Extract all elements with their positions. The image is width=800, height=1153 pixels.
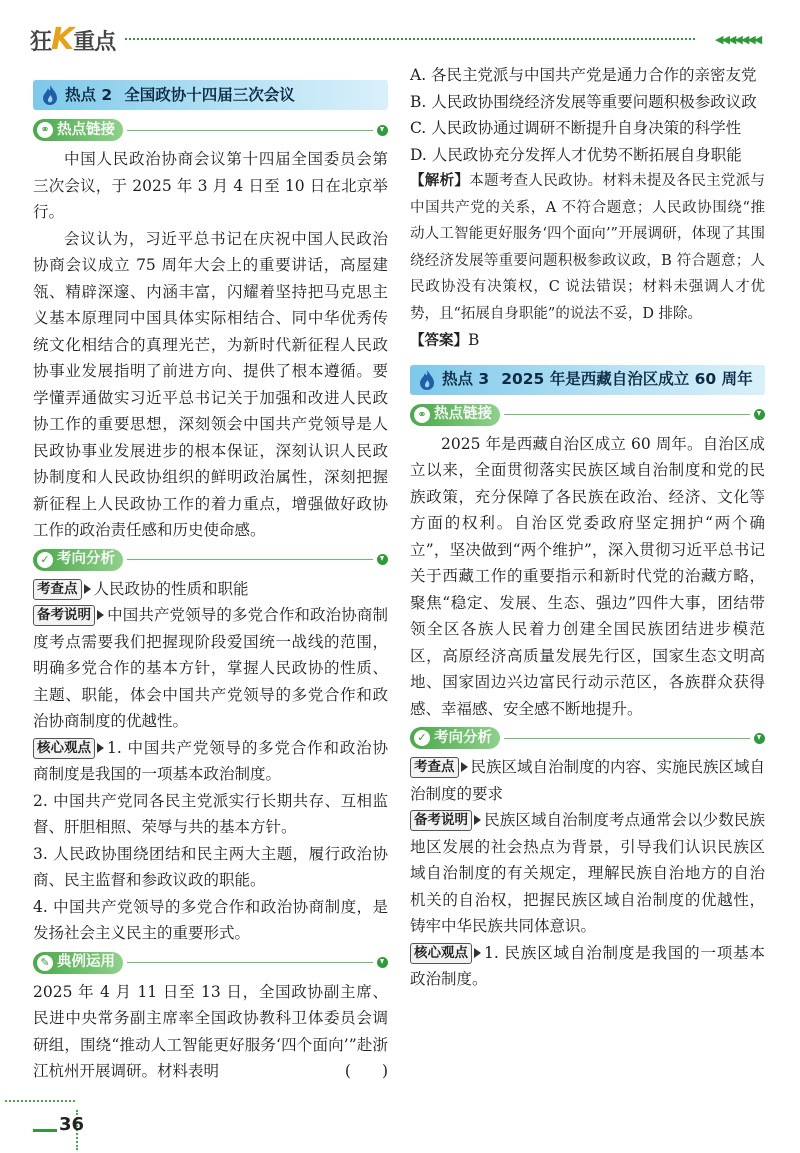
answer-label: 【答案】 [410,333,468,349]
section-label: 考向分析 [57,551,115,568]
analysis: 【解析】本题考查人民政协。材料未提及各民主党派与中国共产党的关系，A 不符合题意；人民政协围绕“推动人工智能更好服务‘四个面向’”开展调研，体现了其围绕经济发展等重要问题积极参政议政，B 符合题意；人民政协没有决策权，C 说法错误；材料未强调人才优势，且“拓展自身职能”的说法不妥，D 排除。 [410,173,765,322]
option-a: A. 各民主党派与中国共产党是通力合作的亲密友党 [410,66,757,84]
option-d: D. 人民政协充分发挥人才优势不断拓展自身职能 [410,145,742,164]
exam-point-tag: 考查点 [410,757,459,778]
example-icon: ✎ [37,955,53,971]
page-corner-icon [33,1113,57,1132]
section-header-example [33,951,388,975]
hot-topic-2-banner [33,80,388,110]
page-number: 36 [33,1113,84,1135]
prep-note: 备考说明 民族区域自治制度考点通常会以少数民族地区发展的社会热点为背景，引导我们认识民族区域自治制度的有关规定，理解民族自治地方的自治机关的自治权，把握民族区域自治制度的优越性，铸牢中华民族共同体意识。 [410,811,765,935]
hot-topic-3-banner [410,365,765,395]
paragraph: 2025 年是西藏自治区成立 60 周年。自治区成立以来，全面贯彻落实民族区域自治制度和党的民族政策，充分保障了各民族在政治、经济、文化等方面的权利。自治区党委政府坚定拥护“两个确立”，坚决做到“两个维护”，深入贯彻习近平总书记关于西藏工作的重要指示和新时代党的治藏方略，聚焦“稳定、发展、生态、强边”四件大事，团结带领全区各族人民着力创建全国民族团结进步模范区，高原经济高质量发展先行区，国家生态文明高地、国家固边兴边富民行动示范区，各族群众获得感、幸福感、安全感不断地提升。 [410,434,765,718]
analysis-label: 【解析】 [410,173,470,189]
hot-topic-number: 热点 2 [65,85,113,104]
link-icon: ⚭ [414,407,430,423]
answer: 【答案】B [410,331,480,349]
section-label: 热点链接 [434,406,492,423]
section-label: 典例运用 [57,954,115,971]
book-logo: 狂K重点 [30,22,116,57]
option-c: C. 人民政协通过调研不断提升自身决策的科学性 [410,119,742,137]
triangle-icon [474,948,481,958]
core-view-tag: 核心观点 [410,943,472,964]
link-icon: ⚭ [37,122,53,138]
option-b: B. 人民政协围绕经济发展等重要问题积极参政议政 [410,92,757,111]
triangle-icon [97,743,104,753]
exam-point: 考查点 民族区域自治制度的内容、实施民族区域自治制度的要求 [410,758,766,803]
flame-icon [41,84,59,106]
prep-note: 备考说明 中国共产党领导的多党合作和政治协商制度考点需要我们把握现阶段爱国统一战线的范围，明确多党合作的基本方针，掌握人民政协的性质、主题、职能，体会中国共产党领导的多党合作和政治协商制度的优越性。 [33,606,388,730]
core-point: 3. 人民政协围绕团结和民主两大主题，履行政治协商、民主监督和参政议政的职能。 [33,844,388,889]
footer-divider [5,1100,75,1102]
prep-note-tag: 备考说明 [410,810,472,831]
answer-parentheses: ( ) [344,1062,388,1080]
flame-icon [418,369,436,391]
triangle-icon [461,762,468,772]
section-label: 热点链接 [57,121,115,138]
triangle-icon [84,584,91,594]
hot-topic-title: 全国政协十四届三次会议 [124,85,295,104]
header-arrows-icon: ◀◀◀◀◀◀◀ [715,33,761,46]
section-header-analysis [410,726,765,750]
chevron-down-icon [377,554,388,565]
compass-icon: ✓ [414,730,430,746]
exam-point-tag: 考查点 [33,579,82,600]
triangle-icon [97,610,104,620]
section-header-hot-link [33,118,388,142]
triangle-icon [474,815,481,825]
core-point: 2. 中国共产党同各民主党派实行长期共存、互相监督、肝胆相照、荣辱与共的基本方针。 [33,791,388,836]
compass-icon: ✓ [37,552,53,568]
chevron-down-icon [754,733,765,744]
left-column [33,80,388,1085]
exam-point: 考查点 人民政协的性质和职能 [33,576,388,603]
core-view: 核心观点 1. 民族区域自治制度是我国的一项基本政治制度。 [410,943,765,988]
prep-note-tag: 备考说明 [33,605,95,626]
chevron-down-icon [754,409,765,420]
paragraph: 中国人民政治协商会议第十四届全国委员会第三次会议，于 2025 年 3 月 4 日至 10 日在北京举行。 [33,150,388,221]
header-divider [125,38,695,40]
core-view-tag: 核心观点 [33,738,95,759]
section-label: 考向分析 [434,729,492,746]
chevron-down-icon [377,125,388,136]
chevron-down-icon [377,957,388,968]
paragraph: 会议认为，习近平总书记在庆祝中国人民政治协商会议成立 75 周年大会上的重要讲话，高屋建瓴、精辟深邃、内涵丰富，闪耀着坚持把马克思主义基本原理同中国具体实际相结合、同中华优秀传统文化相结合的真理光芒，为新时代新征程人民政协事业发展指明了前进方向、提供了根本遵循。要学懂弄通做实习近平总书记关于加强和改进人民政协工作的重要思想，深刻领会中国共产党领导是人民政协事业发展进步的根本保证，深刻认识人民政协制度和人民政协组织的鲜明政治属性，深刻把握新征程上人民政协工作的着力重点，增强做好政协工作的政治责任感和历史使命感。 [33,229,388,539]
core-view: 核心观点 1. 中国共产党领导的多党合作和政治协商制度是我国的一项基本政治制度。 [33,738,388,783]
hot-topic-title: 2025 年是西藏自治区成立 60 周年 [501,370,753,389]
example-question: 2025 年 4 月 11 日至 13 日，全国政协副主席、民进中央常务副主席率全国政协教科卫体委员会调研组，围绕“推动人工智能更好服务‘四个面向’”赴浙江杭州开展调研。材料表明 ( ) [33,979,388,1085]
section-header-analysis [33,548,388,572]
core-point: 4. 中国共产党领导的多党合作和政治协商制度，是发扬社会主义民主的重要形式。 [33,897,388,942]
hot-topic-number: 热点 3 [442,370,490,389]
right-column [410,62,765,993]
section-header-hot-link [410,403,765,427]
